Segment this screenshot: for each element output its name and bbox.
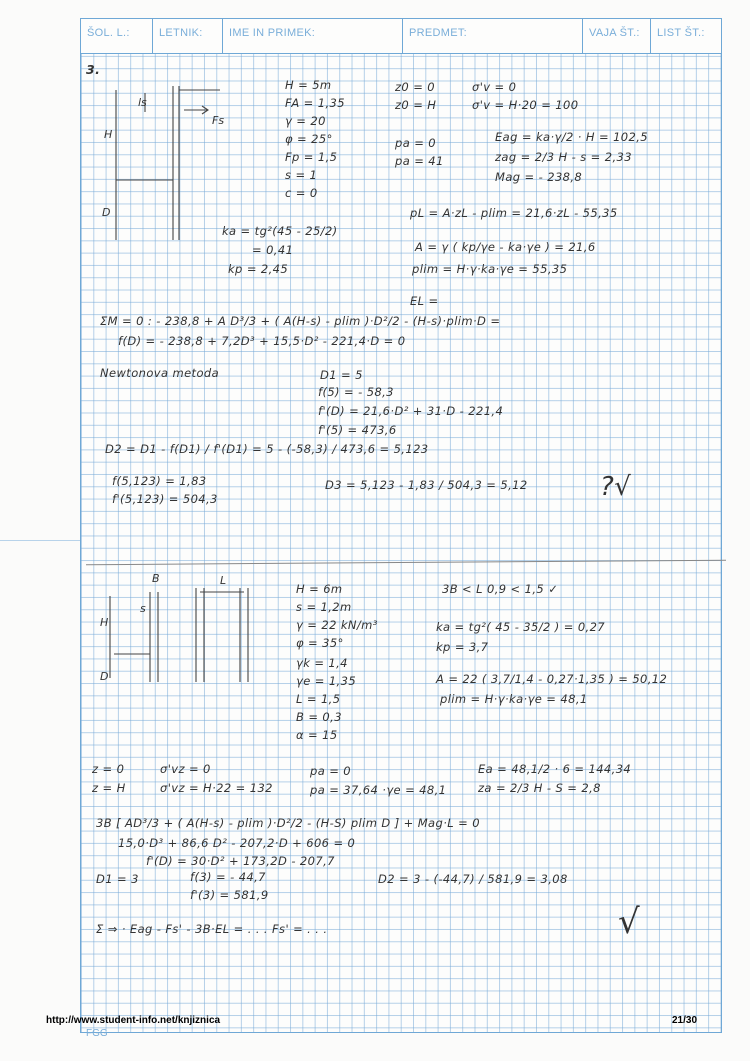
header-letnik: LETNIK: xyxy=(153,19,223,53)
p2-sv0: σ'vz = 0 xyxy=(160,762,211,776)
p1-d3: D3 = 5,123 - 1,83 / 504,3 = 5,12 xyxy=(325,478,528,492)
p1-sigma0: σ'v = 0 xyxy=(472,80,517,94)
footer-fgg: FGG xyxy=(86,1028,108,1039)
footer-page-number: 21/30 xyxy=(672,1015,698,1026)
p1-sigmah: σ'v = H·20 = 100 xyxy=(472,98,579,112)
p1-pa0: pa = 0 xyxy=(395,136,437,150)
p2-eq2: 15,0·D³ + 86,6 D² - 207,2·D + 606 = 0 xyxy=(118,836,356,850)
p2-d2: D2 = 3 - (-44,7) / 581,9 = 3,08 xyxy=(378,872,568,886)
p2-param-4: γk = 1,4 xyxy=(296,656,348,670)
p1-fprime: f'(D) = 21,6·D² + 31·D - 221,4 xyxy=(318,404,504,418)
p1-a: A = γ ( kp/γe - ka·γe ) = 21,6 xyxy=(415,240,596,254)
p1-param-6: c = 0 xyxy=(285,186,318,200)
p2-z0: z = 0 xyxy=(92,762,125,776)
p2-eq1: 3B [ AD³/3 + ( A(H-s) - plim )·D²/2 - (H-S) plim D ] + Mag·L = 0 xyxy=(96,816,480,830)
p2-kp: kp = 3,7 xyxy=(436,640,489,654)
p2-zh: z = H xyxy=(92,781,126,795)
p2-param-5: γe = 1,35 xyxy=(296,674,357,688)
header-sol: ŠOL. L.: xyxy=(81,19,153,53)
p1-param-0: H = 5m xyxy=(285,78,332,92)
p2-plim: plim = H·γ·ka·γe = 48,1 xyxy=(440,692,588,706)
p1-param-2: γ = 20 xyxy=(285,114,326,128)
wall-sketch-2 xyxy=(100,574,260,689)
p1-fprime5: f'(5) = 473,6 xyxy=(318,423,397,437)
p1-d2: D2 = D1 - f(D1) / f'(D1) = 5 - (-58,3) / 473,6 = 5,123 xyxy=(105,442,429,456)
p1-eag: Eag = ka·γ/2 · H = 102,5 xyxy=(495,130,649,144)
label-s: s xyxy=(140,602,146,615)
p1-param-4: Fp = 1,5 xyxy=(285,150,338,164)
p2-pa0: pa = 0 xyxy=(310,764,352,778)
p1-param-1: FA = 1,35 xyxy=(285,96,345,110)
header-vaja: VAJA ŠT.: xyxy=(583,19,651,53)
p1-summ: ΣM = 0 : - 238,8 + A D³/3 + ( A(H-s) - plim )·D²/2 - (H-s)·plim·D = xyxy=(100,314,501,328)
sheet-header xyxy=(80,18,722,54)
p1-param-5: s = 1 xyxy=(285,168,318,182)
label-d: D xyxy=(102,206,111,219)
label-b: B xyxy=(152,572,160,585)
p2-fp3: f'(3) = 581,9 xyxy=(190,888,269,902)
p2-ineq: 3B < L 0,9 < 1,5 ✓ xyxy=(442,582,559,596)
p1-mag: Mag = - 238,8 xyxy=(495,170,583,184)
header-ime: IME IN PRIMEK: xyxy=(223,19,403,53)
p1-zag: zag = 2/3 H - s = 2,33 xyxy=(495,150,632,164)
p1-pl: pL = A·zL - plim = 21,6·zL - 55,35 xyxy=(410,206,618,220)
p1-check: ?√ xyxy=(600,472,632,502)
p2-param-3: φ = 35° xyxy=(296,636,344,650)
p1-fd: f(D) = - 238,8 + 7,2D³ + 15,5·D² - 221,4·D = 0 xyxy=(118,334,406,348)
header-predmet: PREDMET: xyxy=(403,19,583,53)
p2-last: Σ ⇒ · Eag - Fs' - 3B·EL = . . . Fs' = . . . xyxy=(96,922,328,936)
p1-newton-title: Newtonova metoda xyxy=(100,366,220,380)
p1-z0: z0 = 0 xyxy=(395,80,436,94)
label-l: L xyxy=(220,574,227,587)
p1-el: EL = xyxy=(410,294,439,308)
p2-param-2: γ = 22 kN/m³ xyxy=(296,618,378,632)
p2-check: √ xyxy=(618,902,641,942)
label-ls: ls xyxy=(138,96,147,109)
p2-a: A = 22 ( 3,7/1,4 - 0,27·1,35 ) = 50,12 xyxy=(436,672,668,686)
scan-edge-line xyxy=(0,540,80,541)
p1-plim: plim = H·γ·ka·γe = 55,35 xyxy=(412,262,568,276)
header-list: LIST ŠT.: xyxy=(657,27,705,39)
p2-svh: σ'vz = H·22 = 132 xyxy=(160,781,273,795)
p2-param-1: s = 1,2m xyxy=(296,600,352,614)
p2-param-0: H = 6m xyxy=(296,582,343,596)
label-h2: H xyxy=(100,616,109,629)
problem-number: 3. xyxy=(86,62,101,77)
p2-eq3: f'(D) = 30·D² + 173,2D - 207,7 xyxy=(146,854,335,868)
p1-ka-val: = 0,41 xyxy=(252,243,294,257)
p2-ea: Ea = 48,1/2 · 6 = 144,34 xyxy=(478,762,632,776)
p2-param-8: α = 15 xyxy=(296,728,338,742)
p2-za: za = 2/3 H - S = 2,8 xyxy=(478,781,601,795)
footer-url: http://www.student-info.net/knjiznica xyxy=(46,1015,221,1026)
p2-d1: D1 = 3 xyxy=(96,872,139,886)
label-d2: D xyxy=(100,670,109,683)
p2-pah: pa = 37,64 ·γe = 48,1 xyxy=(310,783,447,797)
label-h: H xyxy=(104,128,113,141)
p1-f5: f(5) = - 58,3 xyxy=(318,385,394,399)
wall-sketch-1 xyxy=(100,78,230,248)
p2-param-7: B = 0,3 xyxy=(296,710,342,724)
p2-ka: ka = tg²( 45 - 35/2 ) = 0,27 xyxy=(436,620,606,634)
p1-d1: D1 = 5 xyxy=(320,368,363,382)
p1-pah: pa = 41 xyxy=(395,154,444,168)
p2-param-6: L = 1,5 xyxy=(296,692,341,706)
p1-ka: ka = tg²(45 - 25/2) xyxy=(222,224,338,238)
p1-f5123: f(5,123) = 1,83 xyxy=(112,474,207,488)
p1-zh: z0 = H xyxy=(395,98,437,112)
label-fs: Fs xyxy=(212,114,225,127)
p1-fp5123: f'(5,123) = 504,3 xyxy=(112,492,218,506)
p1-param-3: φ = 25° xyxy=(285,132,333,146)
p1-kp: kp = 2,45 xyxy=(228,262,289,276)
p2-f3: f(3) = - 44,7 xyxy=(190,870,266,884)
